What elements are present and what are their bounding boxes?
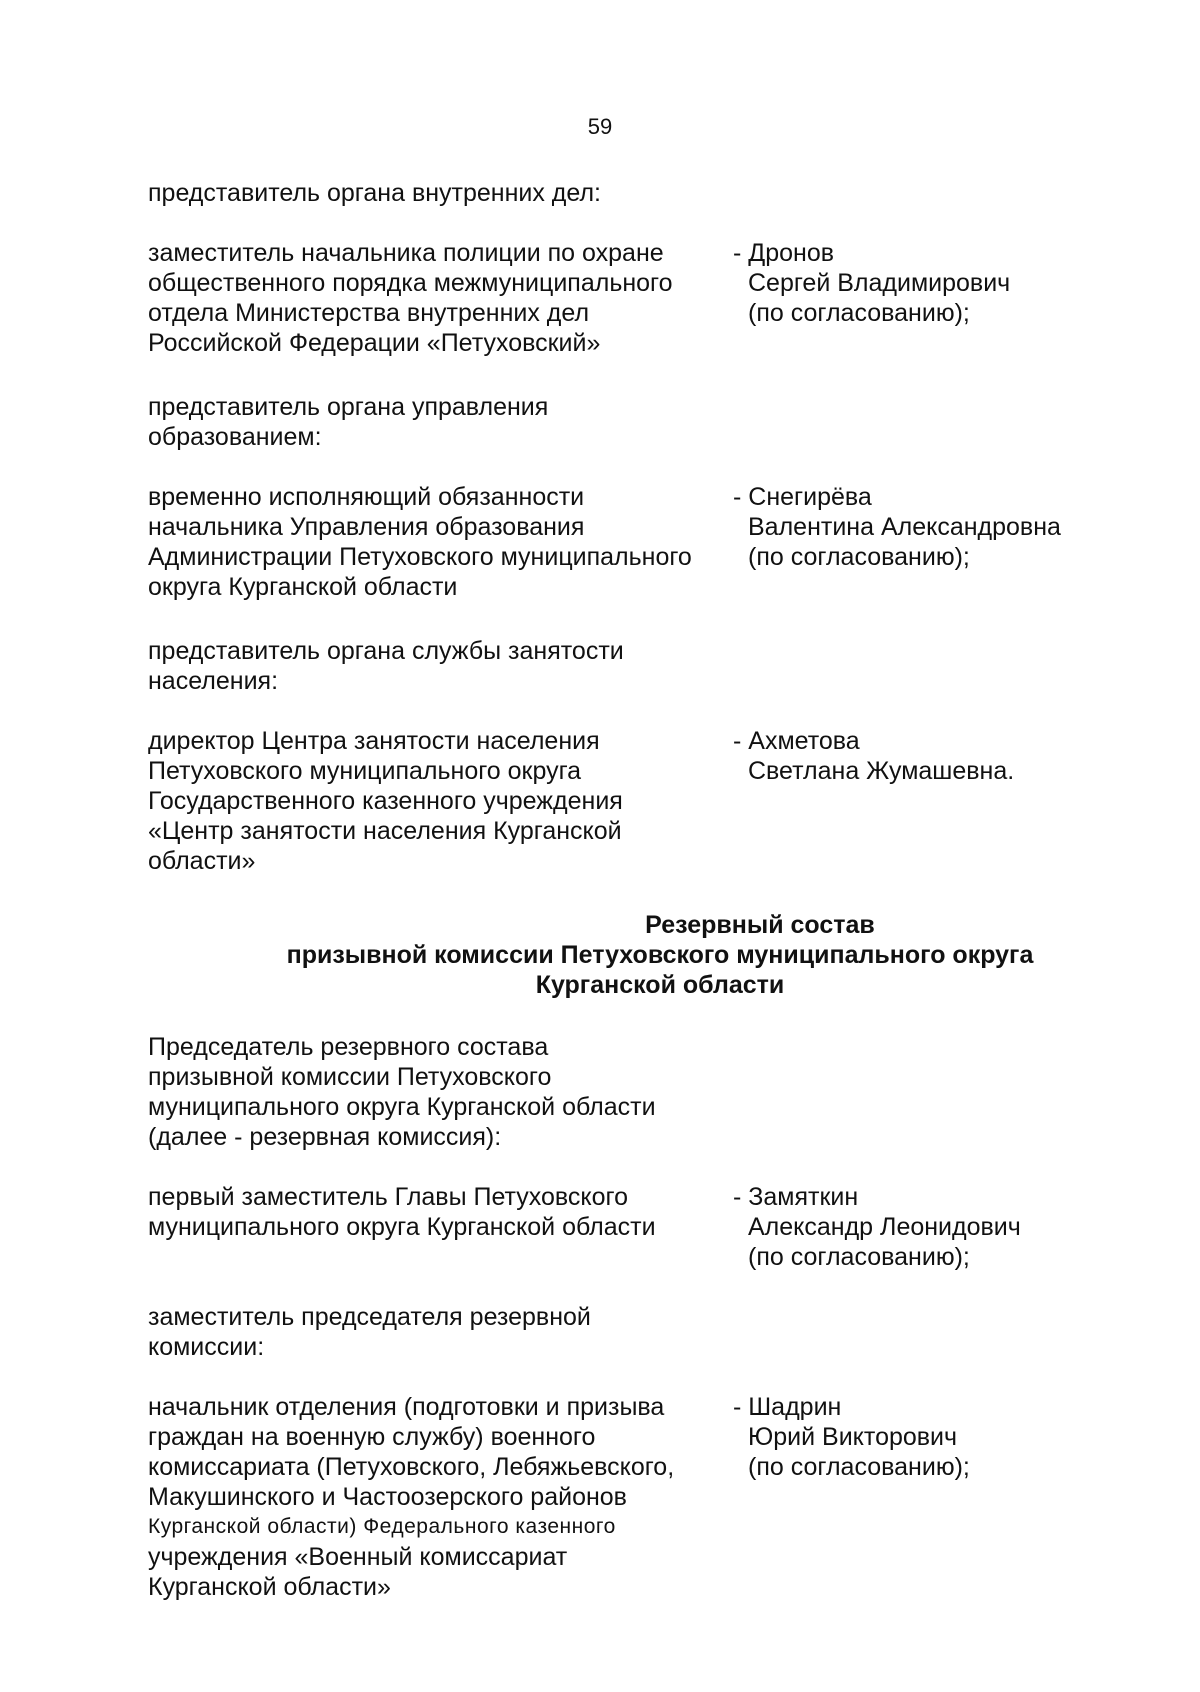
- position-line: временно исполняющий обязанности: [148, 483, 585, 511]
- person-akhmetova: [733, 726, 1153, 786]
- position-employment-director: [148, 726, 728, 876]
- reserve-chair-position: [148, 1182, 728, 1242]
- position-line: Петуховского муниципального округа: [148, 757, 582, 785]
- position-education-head: [148, 482, 728, 602]
- intro-line: заместитель председателя резервной: [148, 1303, 591, 1331]
- position-line: Макушинского и Частоозерского районов: [148, 1483, 627, 1511]
- position-line: округа Курганской области: [148, 573, 458, 601]
- position-line: Российской Федерации «Петуховский»: [148, 329, 601, 357]
- position-line: области»: [148, 847, 256, 875]
- person-note: (по согласованию);: [748, 543, 970, 571]
- person-note: (по согласованию);: [748, 1453, 970, 1481]
- intro-line: призывной комиссии Петуховского: [148, 1063, 552, 1091]
- person-zamyatkin: [733, 1182, 1153, 1272]
- position-line: комиссариата (Петуховского, Лебяжьевского,: [148, 1453, 675, 1481]
- person-surname: - Замяткин: [733, 1183, 859, 1211]
- intro-line: комиссии:: [148, 1333, 265, 1361]
- person-snegireva: [733, 482, 1153, 572]
- person-name: Александр Леонидович: [748, 1213, 1021, 1241]
- position-line: Курганской области»: [148, 1573, 391, 1601]
- person-surname: - Шадрин: [733, 1393, 842, 1421]
- intro-line: муниципального округа Курганской области: [148, 1093, 656, 1121]
- intro-line: представитель органа внутренних дел:: [148, 179, 602, 207]
- position-line: Администрации Петуховского муниципального: [148, 543, 692, 571]
- person-surname: - Ахметова: [733, 727, 860, 755]
- person-shadrin: [733, 1392, 1153, 1482]
- person-dronov: [733, 238, 1153, 328]
- page-number: 59: [587, 114, 613, 139]
- section-intro-internal-affairs: [148, 178, 728, 208]
- position-line: первый заместитель Главы Петуховского: [148, 1183, 628, 1211]
- person-name: Валентина Александровна: [748, 513, 1061, 541]
- position-line: учреждения «Военный комиссариат: [148, 1543, 568, 1571]
- intro-line: Председатель резервного состава: [148, 1033, 549, 1061]
- intro-line: населения:: [148, 667, 279, 695]
- person-surname: - Дронов: [733, 239, 835, 267]
- position-line: муниципального округа Курганской области: [148, 1213, 656, 1241]
- position-line: начальника Управления образования: [148, 513, 585, 541]
- position-line: директор Центра занятости населения: [148, 727, 600, 755]
- heading-line: Резервный состав: [645, 911, 875, 939]
- intro-line: (далее - резервная комиссия):: [148, 1123, 502, 1151]
- position-line: начальник отделения (подготовки и призыва: [148, 1393, 665, 1421]
- person-surname: - Снегирёва: [733, 483, 872, 511]
- reserve-chair-intro: [148, 1032, 728, 1152]
- position-police-deputy: [148, 238, 728, 358]
- heading-line: Курганской области: [535, 971, 785, 999]
- person-name: Светлана Жумашевна.: [748, 757, 1015, 785]
- position-line: «Центр занятости населения Курганской: [148, 817, 622, 845]
- reserve-deputy-position: [148, 1392, 728, 1602]
- person-note: (по согласованию);: [748, 299, 970, 327]
- position-line: Государственного казенного учреждения: [148, 787, 623, 815]
- position-line: Курганской области) Федерального казенного: [148, 1515, 616, 1538]
- intro-line: образованием:: [148, 423, 322, 451]
- position-line: граждан на военную службу) военного: [148, 1423, 596, 1451]
- section-intro-employment: [148, 636, 728, 696]
- position-line: отдела Министерства внутренних дел: [148, 299, 590, 327]
- position-line: заместитель начальника полиции по охране: [148, 239, 664, 267]
- person-name: Сергей Владимирович: [748, 269, 1011, 297]
- position-line: общественного порядка межмуниципального: [148, 269, 673, 297]
- person-name: Юрий Викторович: [748, 1423, 958, 1451]
- person-note: (по согласованию);: [748, 1243, 970, 1271]
- section-intro-education: [148, 392, 728, 452]
- intro-line: представитель органа управления: [148, 393, 549, 421]
- intro-line: представитель органа службы занятости: [148, 637, 624, 665]
- heading-line: призывной комиссии Петуховского муниципального округа: [286, 941, 1034, 969]
- reserve-deputy-intro: [148, 1302, 728, 1362]
